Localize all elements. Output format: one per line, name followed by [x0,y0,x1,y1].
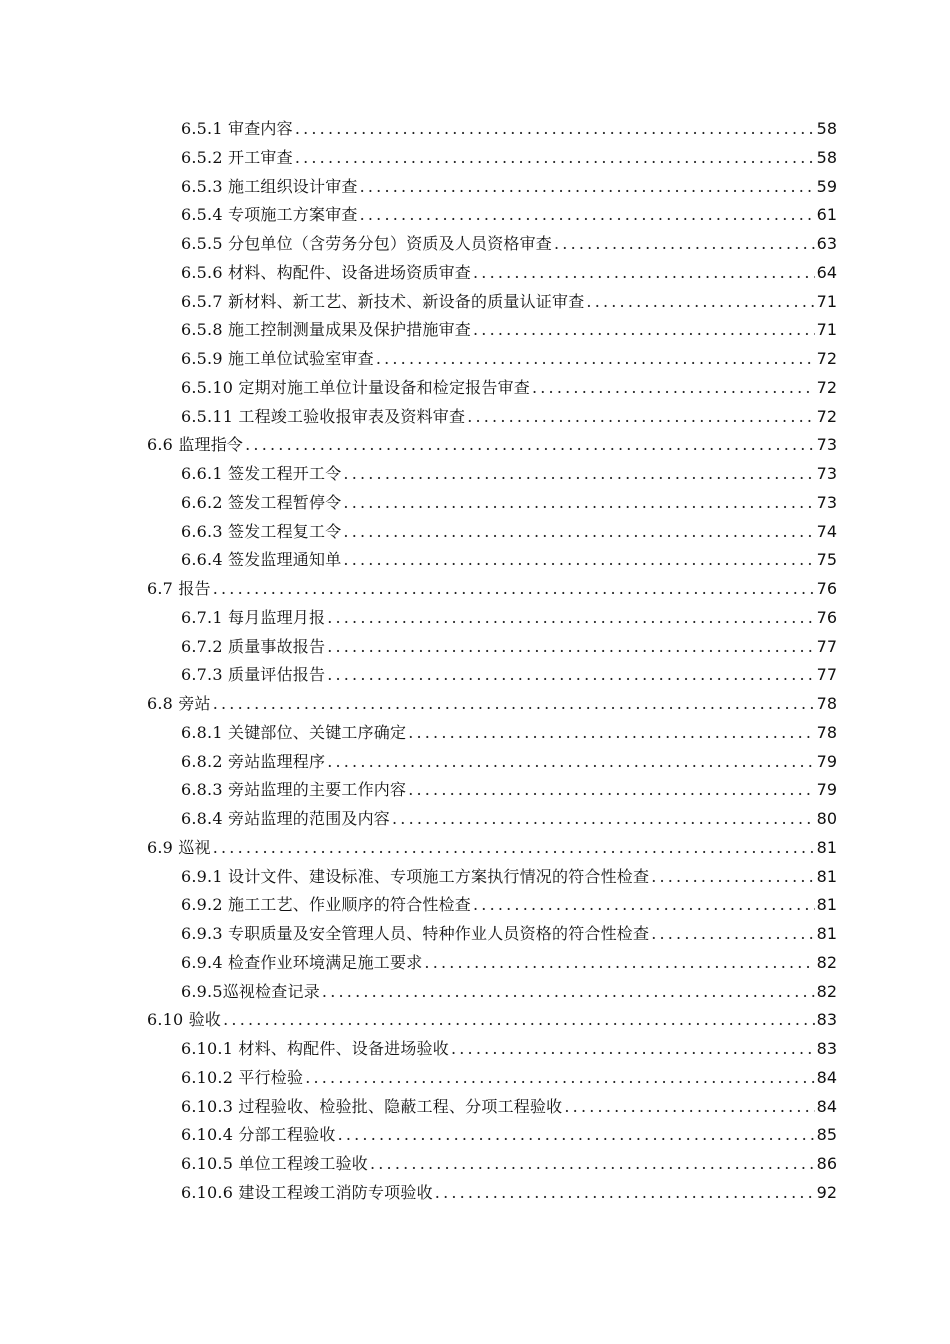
toc-dot-leader [213,575,815,604]
toc-subsection-row [0,230,950,259]
toc-subsection-row [0,288,950,317]
toc-dot-leader [473,891,815,920]
toc-entry-title: 6.8.2 旁站监理程序 [181,751,326,771]
toc-subsection-row [0,978,950,1007]
toc-entry-link[interactable] [181,1064,950,1093]
toc-entry-title: 6.10.5 单位工程竣工验收 [181,1154,368,1173]
toc-entry-link[interactable] [181,1150,950,1179]
toc-entry-link[interactable] [181,546,950,575]
toc-page-number: 77 [816,665,837,685]
toc-page-number: 73 [816,435,837,455]
toc-subsection-row [0,374,950,403]
toc-dot-leader [532,374,815,403]
toc-page-number: 77 [816,636,837,656]
toc-subsection-row [0,891,950,920]
toc-page-number: 71 [816,291,837,311]
toc-entry-title: 6.5.8 施工控制测量成果及保护措施审查 [181,320,471,340]
toc-entry-link[interactable] [181,144,950,173]
toc-entry-title: 6.8.3 旁站监理的主要工作内容 [181,780,407,800]
toc-entry-title: 6.10 验收 [147,1010,222,1030]
toc-dot-leader [338,1121,815,1150]
table-of-contents [0,115,950,1208]
toc-subsection-row [0,1150,950,1179]
toc-entry-link[interactable] [181,1121,950,1150]
toc-subsection-row [0,1035,950,1064]
toc-dot-leader [408,719,814,748]
toc-entry-link[interactable] [181,863,950,892]
toc-subsection-row [0,201,950,230]
toc-entry-title: 6.7 报告 [147,579,211,598]
toc-entry-link[interactable] [181,201,950,230]
toc-dot-leader [327,633,814,662]
toc-entry-title: 6.10.2 平行检验 [181,1067,304,1087]
toc-entry-link[interactable] [181,1179,950,1208]
toc-entry-link[interactable] [181,776,950,805]
toc-entry-title: 6.8.1 关键部位、关键工序确定 [181,722,407,742]
toc-subsection-row [0,403,950,432]
toc-page-number: 79 [816,751,837,771]
toc-entry-title: 6.5.6 材料、构配件、设备进场资质审查 [181,262,471,282]
toc-page-number: 73 [816,464,837,483]
toc-dot-leader [213,690,815,719]
toc-entry-title: 6.9.4 检查作业环境满足施工要求 [181,952,423,972]
toc-entry-link[interactable] [147,431,950,460]
toc-page-number: 83 [816,1010,837,1030]
toc-section-row [0,431,950,460]
toc-entry-title: 6.5.3 施工组织设计审查 [181,176,358,196]
toc-entry-title: 6.7.1 每月监理月报 [181,607,326,627]
toc-dot-leader [651,920,814,949]
toc-page-number: 84 [816,1096,837,1116]
toc-entry-title: 6.10.1 材料、构配件、设备进场验收 [181,1039,449,1058]
toc-page-number: 61 [816,205,837,225]
toc-page-number: 72 [816,377,837,397]
toc-entry-link[interactable] [181,920,950,949]
toc-page-number: 63 [816,234,837,253]
toc-entry-title: 6.5.10 定期对施工单位计量设备和检定报告审查 [181,377,530,397]
toc-page-number: 80 [816,809,837,828]
toc-page-number: 82 [816,952,837,972]
toc-page-number: 81 [816,837,837,857]
toc-entry-link[interactable] [181,661,950,690]
toc-page-number: 84 [816,1067,837,1087]
toc-entry-title: 6.9.1 设计文件、建设标准、专项施工方案执行情况的符合性检查 [181,866,650,886]
toc-subsection-row [0,345,950,374]
toc-entry-title: 6.6.4 签发监理通知单 [181,550,342,570]
toc-entry-link[interactable] [181,403,950,432]
toc-entry-link[interactable] [181,891,950,920]
toc-subsection-row [0,316,950,345]
toc-subsection-row [0,1179,950,1208]
toc-subsection-row [0,748,950,777]
toc-section-row [0,690,950,719]
toc-entry-title: 6.9 巡视 [147,837,211,857]
toc-entry-title: 6.5.5 分包单位（含劳务分包）资质及人员资格审查 [181,234,552,253]
toc-entry-title: 6.6 监理指令 [147,435,244,455]
toc-dot-leader [327,604,814,633]
toc-entry-link[interactable] [181,230,950,259]
toc-page-number: 92 [816,1182,837,1202]
toc-page-number: 76 [816,607,837,627]
toc-dot-leader [435,1179,815,1208]
toc-dot-leader [376,345,815,374]
toc-dot-leader [651,863,814,892]
toc-dot-leader [322,978,815,1007]
toc-entry-title: 6.6.3 签发工程复工令 [181,521,342,541]
toc-entry-title: 6.6.2 签发工程暂停令 [181,492,342,512]
toc-subsection-row [0,805,950,834]
toc-entry-link[interactable] [181,518,950,547]
toc-entry-link[interactable] [147,834,950,863]
toc-entry-title: 6.6.1 签发工程开工令 [181,464,342,483]
toc-dot-leader [408,776,814,805]
toc-dot-leader [245,431,815,460]
toc-page-number: 73 [816,492,837,512]
toc-subsection-row [0,546,950,575]
toc-page-number: 74 [816,521,837,541]
toc-subsection-row [0,661,950,690]
toc-entry-link[interactable] [181,374,950,403]
toc-entry-title: 6.8 旁站 [147,694,211,713]
toc-page-number: 72 [816,349,837,368]
toc-subsection-row [0,173,950,202]
toc-dot-leader [305,1064,814,1093]
toc-entry-title: 6.5.1 审查内容 [181,119,293,138]
toc-entry-title: 6.7.2 质量事故报告 [181,636,326,656]
toc-entry-title: 6.10.6 建设工程竣工消防专项验收 [181,1182,433,1202]
toc-entry-link[interactable] [181,978,950,1007]
toc-entry-link[interactable] [147,690,950,719]
toc-page-number: 71 [816,320,837,340]
toc-dot-leader [473,316,815,345]
toc-entry-title: 6.10.3 过程验收、检验批、隐蔽工程、分项工程验收 [181,1096,563,1116]
toc-entry-link[interactable] [147,1006,950,1035]
toc-subsection-row [0,144,950,173]
toc-entry-link[interactable] [181,173,950,202]
toc-page-number: 58 [816,119,837,138]
toc-page-number: 83 [816,1039,837,1058]
toc-subsection-row [0,460,950,489]
toc-entry-title: 6.5.11 工程竣工验收报审表及资料审查 [181,406,466,426]
toc-dot-leader [564,1093,814,1122]
toc-dot-leader [223,1006,815,1035]
toc-page-number: 79 [816,780,837,800]
toc-subsection-row [0,115,950,144]
toc-dot-leader [360,201,815,230]
toc-subsection-row [0,604,950,633]
toc-dot-leader [392,805,815,834]
toc-entry-link[interactable] [181,1093,950,1122]
toc-subsection-row [0,863,950,892]
toc-dot-leader [327,748,814,777]
toc-subsection-row [0,1121,950,1150]
toc-dot-leader [451,1035,815,1064]
toc-entry-link[interactable] [181,460,950,489]
toc-entry-title: 6.5.4 专项施工方案审查 [181,205,358,225]
toc-entry-link[interactable] [181,115,950,144]
toc-entry-link[interactable] [181,345,950,374]
toc-subsection-row [0,633,950,662]
toc-entry-link[interactable] [181,1035,950,1064]
toc-dot-leader [343,489,814,518]
toc-dot-leader [343,546,814,575]
toc-entry-link[interactable] [147,575,950,604]
toc-page-number: 64 [816,262,837,282]
toc-page-number: 85 [816,1125,837,1145]
toc-dot-leader [213,834,815,863]
toc-page-number: 59 [816,176,837,196]
toc-dot-leader [554,230,815,259]
toc-entry-link[interactable] [181,719,950,748]
toc-entry-title: 6.8.4 旁站监理的范围及内容 [181,809,390,828]
toc-subsection-row [0,518,950,547]
toc-section-row [0,834,950,863]
toc-entry-title: 6.9.5巡视检查记录 [181,981,320,1001]
toc-entry-title: 6.7.3 质量评估报告 [181,665,326,685]
toc-section-row [0,575,950,604]
toc-page-number: 81 [816,866,837,886]
toc-entry-link[interactable] [181,288,950,317]
toc-page-number: 81 [816,895,837,915]
toc-page-number: 76 [816,579,837,598]
toc-page-number: 78 [816,722,837,742]
toc-subsection-row [0,1093,950,1122]
toc-subsection-row [0,489,950,518]
toc-dot-leader [343,518,814,547]
toc-entry-link[interactable] [181,748,950,777]
toc-dot-leader [343,460,814,489]
toc-page-number: 58 [816,147,837,167]
toc-dot-leader [360,173,815,202]
toc-entry-link[interactable] [181,604,950,633]
toc-entry-title: 6.5.9 施工单位试验室审查 [181,349,374,368]
toc-subsection-row [0,259,950,288]
toc-subsection-row [0,920,950,949]
toc-entry-title: 6.10.4 分部工程验收 [181,1125,336,1145]
toc-subsection-row [0,719,950,748]
toc-entry-title: 6.9.3 专职质量及安全管理人员、特种作业人员资格的符合性检查 [181,924,650,943]
toc-page-number: 86 [816,1154,837,1173]
toc-dot-leader [370,1150,815,1179]
toc-dot-leader [295,144,815,173]
toc-dot-leader [424,949,814,978]
toc-entry-link[interactable] [181,489,950,518]
toc-dot-leader [295,115,815,144]
toc-page-number: 81 [816,924,837,943]
toc-section-row [0,1006,950,1035]
toc-entry-title: 6.5.2 开工审查 [181,147,293,167]
toc-subsection-row [0,1064,950,1093]
toc-entry-title: 6.5.7 新材料、新工艺、新技术、新设备的质量认证审查 [181,291,585,311]
toc-entry-link[interactable] [181,633,950,662]
toc-entry-link[interactable] [181,259,950,288]
toc-page-number: 82 [816,981,837,1001]
toc-entry-link[interactable] [181,805,950,834]
toc-subsection-row [0,776,950,805]
toc-dot-leader [467,403,814,432]
toc-entry-title: 6.9.2 施工工艺、作业顺序的符合性检查 [181,895,471,915]
toc-entry-link[interactable] [181,949,950,978]
toc-dot-leader [586,288,814,317]
toc-page-number: 78 [816,694,837,713]
toc-page-number: 75 [816,550,837,570]
toc-dot-leader [327,661,814,690]
toc-dot-leader [473,259,815,288]
toc-entry-link[interactable] [181,316,950,345]
toc-page-number: 72 [816,406,837,426]
toc-subsection-row [0,949,950,978]
